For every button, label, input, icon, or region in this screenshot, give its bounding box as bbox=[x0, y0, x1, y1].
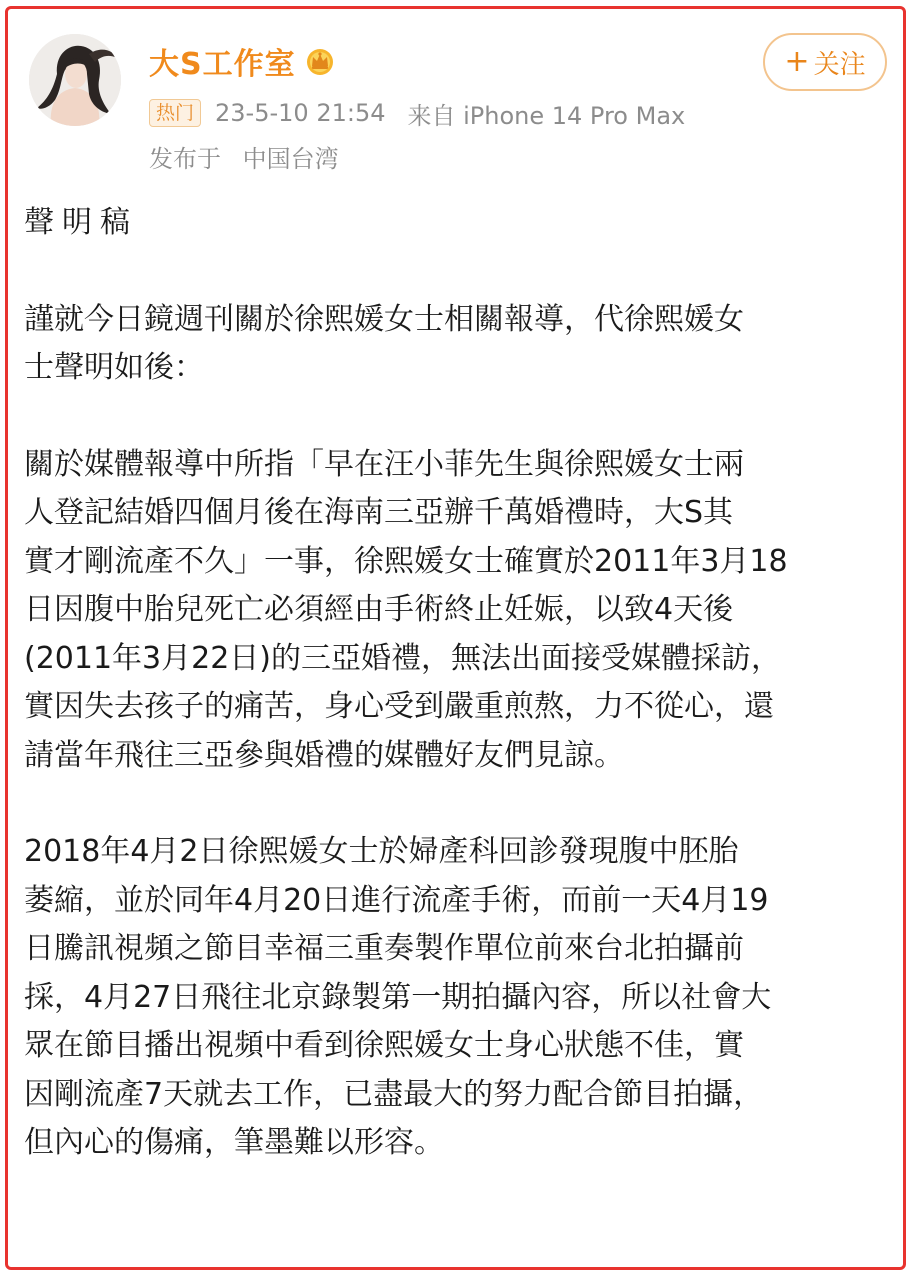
plus-icon: + bbox=[784, 44, 810, 79]
post-source: 来自 iPhone 14 Pro Max bbox=[407, 101, 686, 130]
post-body bbox=[24, 199, 886, 1216]
statement-paragraph-2: 關於媒體報導中所指「早在汪小菲先生與徐熙媛女士兩 人登記結婚四個月後在海南三亞辦千萬婚禮時，大S其 實才剛流產不久」一事，徐熙媛女士確實於2011年3月18 日因腹中胎兒死亡必須經由手術終止妊娠，以致4天後 (2011年3月22日)的三亞婚禮，無法出面接受媒體採訪， 實因失去孩子的痛苦，身心受到嚴重煎熬，力不從心，還 請當年飛往三亞參與婚禮的媒體好友們見諒。 bbox=[24, 446, 788, 773]
follow-button[interactable] bbox=[763, 33, 887, 91]
hot-badge: 热门 bbox=[149, 99, 201, 127]
statement-title: 聲明稿 bbox=[24, 205, 138, 240]
post-meta bbox=[149, 95, 685, 131]
crown-icon bbox=[304, 46, 336, 76]
location-prefix: 发布于 bbox=[149, 145, 221, 173]
location-value: 中国台湾 bbox=[242, 145, 339, 173]
follow-label: 关注 bbox=[813, 49, 866, 80]
post-card bbox=[5, 6, 906, 1270]
statement-paragraph-1: 謹就今日鏡週刊關於徐熙媛女士相關報導，代徐熙媛女 士聲明如後： bbox=[24, 301, 744, 385]
avatar-woman-long-hair-icon bbox=[29, 34, 121, 126]
author-name[interactable]: 大S工作室 bbox=[149, 47, 296, 82]
author-row bbox=[149, 39, 336, 83]
post-timestamp: 23-5-10 21:54 bbox=[215, 99, 386, 127]
avatar[interactable] bbox=[29, 34, 121, 126]
statement-paragraph-3: 2018年4月2日徐熙媛女士於婦產科回診發現腹中胚胎 萎縮，並於同年4月20日進行流產手術，而前一天4月19 日騰訊視頻之節目幸福三重奏製作單位前來台北拍攝前 採，4月27日飛往北京錄製第一期拍攝內容，所以社會大 眾在節目播出視頻中看到徐熙媛女士身心狀態不佳，實 因剛流產7天就去工作，已盡最大的努力配合節目拍攝， 但內心的傷痛，筆墨難以形容。 bbox=[24, 834, 772, 1160]
post-location bbox=[149, 139, 339, 174]
